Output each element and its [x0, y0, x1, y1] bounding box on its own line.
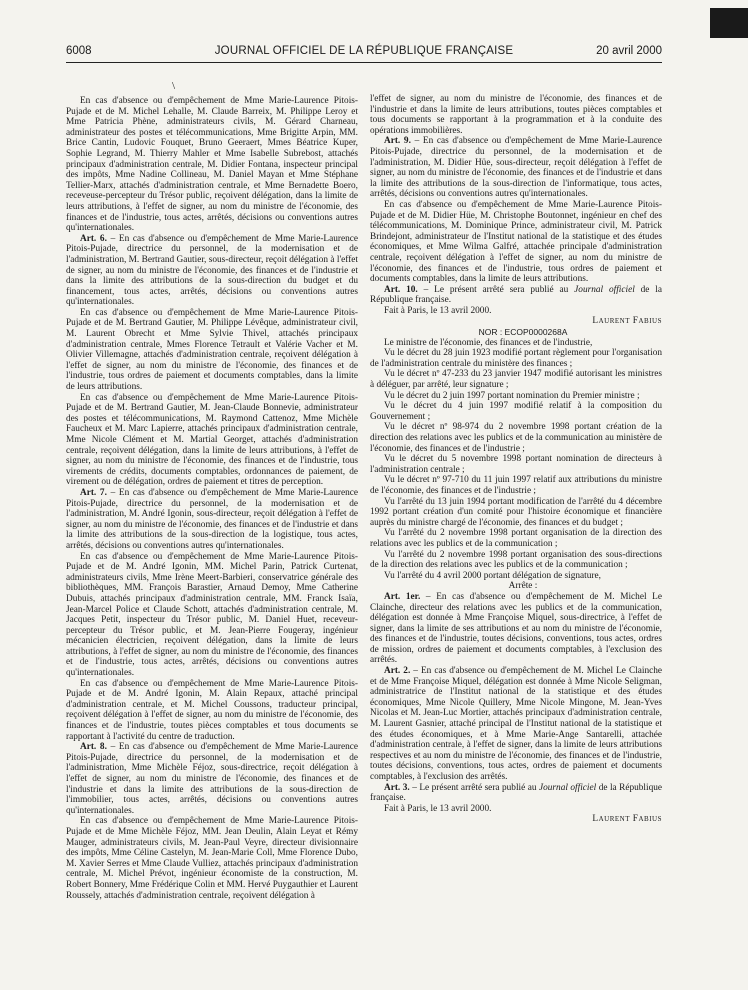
- article-paragraph: [370, 285, 662, 306]
- article-label: Art. 10.: [384, 284, 418, 295]
- article-text: – En cas d'absence ou d'empêchement de M. Michel Le Clainche, directeur des relations avec les publics et de la communication, délégation est donnée à Mme Françoise Miquel, sous-directrice, à l'effet de signer, dans la limite de ses attributions et au nom du ministre de l'économie, des finances et de l'industrie, toutes décisions, conventions, tous actes, ordres de mission, ordres de paiement et documents comptables, à l'exclusion des arrêtés.: [370, 591, 662, 666]
- article-paragraph: [66, 488, 358, 552]
- paragraph: Vu le décret du 28 juin 1923 modifié portant règlement pour l'organisation de l'administration centrale du ministère des finances ;: [370, 348, 662, 369]
- paragraph: En cas d'absence ou d'empêchement de Mme Marie-Laurence Pitois-Pujade et de M. André Igonin, MM. Michel Parin, Patrick Curtenat, administrateurs civils, Mme Irène Meert-Barbieri, conservatrice générale des bibliothèques, MM. François Barastier, Arnaud Demoy, Mme Catherine Dubuis, attachés principaux d'administration centrale, MM. Franck Isaïa, Jean-Marcel Police et Claude Schott, attachés d'administration centrale, M. Jacques Petit, inspecteur du Trésor public, M. Daniel Huet, receveur-percepteur du Trésor public, et M. Jean-Pierre Fougeray, ingénieur mécanicien électricien, reçoivent délégation, dans la limite de leurs attributions, à l'effet de signer, au nom du ministre de l'économie, des finances et de l'industrie, tous actes, arrêtés, décisions ou conventions autres qu'internationales.: [66, 551, 358, 679]
- article-paragraph: [370, 592, 662, 666]
- paragraph: Vu le décret nº 97-710 du 11 juin 1997 relatif aux attributions du ministre de l'économie, des finances et de l'industrie ;: [370, 475, 662, 496]
- paragraph: En cas d'absence ou d'empêchement de Mme Marie-Laurence Pitois-Pujade et de M. Bertrand Gautier, M. Jean-Claude Bonnevie, administrateur des postes et télécommunications, M. Raymond Cattenoz, Mme Michèle Faucheux et M. Marc Lapierre, attachés principaux d'administration centrale, Mme Nicole Clément et M. Martial Georget, attachés d'administration centrale, reçoivent délégation, dans la limite de leurs attributions, à l'effet de signer, au nom du ministre de l'économie, des finances et de l'industrie, tous virements de crédits, documents comptables, ordonnances de paiement, de virement ou de délégation, ordres de paiement et titres de perception.: [66, 392, 358, 488]
- article-label: Art. 6.: [80, 233, 107, 244]
- paragraph: En cas d'absence ou d'empêchement de Mme Marie-Laurence Pitois-Pujade et de M. Didier Hüe, M. Christophe Boutonnet, ingénieur en chef des télécommunications, M. Dominique Prince, administrateur civil, M. Patrick Brindejont, administrateur de l'Institut national de la statistique et des études économiques, et Mme Wilma Galfré, attachée principale d'administration centrale, reçoivent délégation à l'effet de signer, au nom du ministre de l'économie, des finances et de l'industrie, tous ordres de paiement et documents comptables, dans la limite de leurs attributions.: [370, 199, 662, 285]
- page-number: 6008: [66, 45, 92, 57]
- signature: Laurent Fabius: [592, 316, 662, 327]
- article-label: Art. 1er.: [384, 591, 421, 602]
- article-paragraph: [66, 234, 358, 308]
- article-paragraph: [370, 136, 662, 200]
- paragraph: Le ministre de l'économie, des finances et de l'industrie,: [384, 337, 593, 348]
- paragraph: Vu le décret nº 47-233 du 23 janvier 1947 modifié autorisant les ministres à déléguer, par arrêté, leur signature ;: [370, 369, 662, 391]
- paragraph: Fait à Paris, le 13 avril 2000.: [384, 305, 492, 316]
- article-text-end: de la République française.: [370, 782, 663, 804]
- paragraph: Fait à Paris, le 13 avril 2000.: [384, 803, 492, 814]
- article-label: Art. 7.: [80, 487, 107, 498]
- decree-heading: Arrête :: [508, 581, 538, 592]
- journal-reference: Journal officiel: [574, 284, 635, 295]
- article-label: Art. 3.: [384, 782, 410, 793]
- paragraph: Vu l'arrêté du 13 juin 1994 portant modification de l'arrêté du 4 décembre 1992 portant création d'un comité pour l'histoire économique et financière auprès du ministre chargé de l'économie, des finances et du budget ;: [370, 496, 662, 528]
- article-label: Art. 2.: [384, 666, 411, 677]
- article-paragraph: [66, 742, 358, 816]
- article-text: – En cas d'absence ou d'empêchement de Mme Marie-Laurence Pitois-Pujade, directrice du personnel, de la modernisation et de l'administration, M. André Igonin, sous-directeur, reçoit délégation à l'effet de signer, au nom du ministre de l'économie, des finances et de l'industrie et dans la limite des attributions de la sous-direction de la logistique, tous actes, arrêtés, décisions ou conventions autres qu'internationales.: [66, 487, 358, 551]
- journal-title: JOURNAL OFFICIEL DE LA RÉPUBLIQUE FRANÇAISE: [214, 45, 514, 57]
- paragraph: En cas d'absence ou d'empêchement de Mme Marie-Laurence Pitois-Pujade et de M. Michel Lehalle, M. Claude Barreix, M. Philippe Leroy et Mme Patricia Phène, administrateurs civils, M. Gérard Charneau, administrateur des postes et télécommunications, Mme Brigitte Arpin, MM. Brice Cantin, Ludovic Fouquet, Bruno Geeraert, Mmes Béatrice Kuper, Sophie Legrand, M. Thierry Mahler et Mme Isabelle Subrebost, attachés principaux d'administration centrale, M. Didier Fontana, inspecteur principal des impôts, Mme Nadine Collineau, M. Daniel Mayan et Mme Stéphane Tellier-Marx, attachés d'administration centrale, et Mme Bernadette Boero, receveuse-percepteur du Trésor public, reçoivent délégation, dans la limite de leurs attributions, à l'effet de signer, au nom du ministre de l'économie, des finances et de l'industrie, tous actes, arrêtés, décisions ou conventions autres qu'internationales.: [66, 96, 358, 234]
- article-text: – En cas d'absence ou d'empêchement de Mme Marie-Laurence Pitois-Pujade, directrice du personnel, de la modernisation et de l'administration, M. Bertrand Gautier, sous-directeur, reçoit délégation à l'effet de signer, au nom du ministre de l'économie, des finances et de l'industrie et dans la limite des attributions de la sous-direction du budget et du financement, tous actes, arrêtés, décisions ou conventions autres qu'internationales.: [66, 233, 358, 308]
- article-label: Art. 8.: [80, 742, 107, 753]
- article-paragraph: [370, 783, 662, 804]
- corner-tab-marker: [710, 8, 748, 38]
- article-text: – Le présent arrêté sera publié au: [409, 782, 539, 793]
- left-column: [66, 96, 358, 901]
- paragraph: En cas d'absence ou d'empêchement de Mme Marie-Laurence Pitois-Pujade et de Mme Michèle Féjoz, MM. Jean Deulin, Alain Leyat et Rémy Mauger, administrateurs civils, M. Jean-Paul Veyre, directeur divisionnaire des impôts, Mme Céline Castelyn, M. Jean-Marie Coll, Mme Florence Dubo, M. Xavier Serres et Mme Claude Vulliez, attachés principaux d'administration centrale, M. Michel Prévot, ingénieur économiste de la construction, M. Robert Bonnery, Mme Frédérique Colin et MM. Hervé Puygauthier et Laurent Roussely, attachés d'administration centrale, reçoivent délégation à: [66, 816, 358, 901]
- issue-date: 20 avril 2000: [596, 45, 662, 57]
- paragraph: Vu l'arrêté du 4 avril 2000 portant délégation de signature,: [384, 570, 601, 581]
- paragraph: Vu le décret du 2 juin 1997 portant nomination du Premier ministre ;: [384, 390, 640, 401]
- article-text: – En cas d'absence ou d'empêchement de Mme Marie-Laurence Pitois-Pujade, directrice du personnel, de la modernisation et de l'administration, Mme Michèle Féjoz, sous-directrice, reçoit délégation à l'effet de signer, au nom du ministre de l'économie, des finances et de l'industrie et dans la limite des attributions de la sous-direction de l'immobilier, tous actes, arrêtés, décisions ou conventions autres qu'internationales.: [66, 742, 358, 816]
- article-label: Art. 9.: [384, 136, 411, 147]
- paragraph: Vu le décret nº 98-974 du 2 novembre 1998 portant création de la direction des relations avec les publics et de la communication au ministère de l'économie, des finances et de l'industrie ;: [370, 422, 662, 454]
- paragraph: Vu le décret du 5 novembre 1998 portant nomination de directeurs à l'administration centrale ;: [370, 454, 662, 475]
- header-rule: [66, 62, 662, 63]
- continued-paragraph: l'effet de signer, au nom du ministre de l'économie, des finances et de l'industrie et dans la limite de leurs attributions, toutes pièces comptables et tous documents se rapportant à la programmation et à la conduite des opérations immobilières.: [370, 94, 662, 136]
- paragraph: En cas d'absence ou d'empêchement de Mme Marie-Laurence Pitois-Pujade et de M. André Igonin, M. Alain Repaux, attaché principal d'administration centrale, et M. Michel Coussons, traducteur principal, reçoivent délégation à l'effet de signer, au nom du ministre de l'économie, des finances et de l'industrie, toutes pièces comptables et tous documents se rapportant à l'activité du centre de traduction.: [66, 678, 358, 742]
- right-column: [370, 94, 662, 825]
- article-text: – En cas d'absence ou d'empêchement de Mme Marie-Laurence Pitois-Pujade, directrice du personnel, de la modernisation et de l'administration, M. Didier Hüe, sous-directeur, reçoit délégation à l'effet de signer, au nom du ministre de l'économie, des finances et de l'industrie et dans la limite des attributions de la sous-direction de l'informatique, tous actes, arrêtés, décisions ou conventions autres qu'internationales.: [370, 136, 662, 200]
- nor-reference: NOR : ECOP0000268A: [478, 327, 568, 338]
- article-text-end: de la République française.: [370, 284, 663, 306]
- article-text: – Le présent arrêté sera publié au: [417, 284, 575, 295]
- margin-mark: \: [172, 80, 176, 92]
- article-text: – En cas d'absence ou d'empêchement de M. Michel Le Clainche et de Mme Françoise Miquel, délégation est donnée à Mme Nicole Seligman, administratrice de l'Institut national de la statistique et des études économiques, Mme Nicole Quillery, Mme Nicole Mingone, M. Jean-Yves Nicolas et M. Jean-Luc Mortier, attachés principaux d'administration centrale, M. Laurent Gasnier, attaché principal de l'Institut national de la statistique et des études économiques, et à Mme Marie-Ange Santarelli, attachée d'administration centrale, à l'effet de signer, dans la limite de leurs attributions respectives et au nom du ministre de l'économie, des finances et de l'industrie, toutes décisions, conventions, tous actes, ordres de paiement et documents comptables, à l'exclusion des arrêtés.: [370, 666, 662, 782]
- paragraph: Vu le décret du 4 juin 1997 modifié relatif à la composition du Gouvernement ;: [370, 401, 662, 422]
- paragraph: En cas d'absence ou d'empêchement de Mme Marie-Laurence Pitois-Pujade et de M. Bertrand Gautier, M. Philippe Lévêque, administrateur civil, M. Laurent Obrecht et Mme Sylvie Thivel, attachés principaux d'administration centrale, Mmes Florence Tetrault et Valérie Vacher et M. Olivier Villemagne, attachés d'administration centrale, reçoivent délégation à l'effet de signer, au nom du ministre de l'économie, des finances et de l'industrie, tous ordres de paiement et documents comptables, dans la limite de leurs attributions.: [66, 307, 358, 393]
- signature: Laurent Fabius: [592, 814, 662, 825]
- paragraph: Vu l'arrêté du 2 novembre 1998 portant organisation des sous-directions de la direction des relations avec les publics et de la communication ;: [370, 549, 662, 571]
- journal-reference: Journal officiel: [539, 782, 597, 793]
- paragraph: Vu l'arrêté du 2 novembre 1998 portant organisation de la direction des relations avec les publics et de la communication ;: [370, 528, 662, 549]
- article-paragraph: [370, 666, 662, 783]
